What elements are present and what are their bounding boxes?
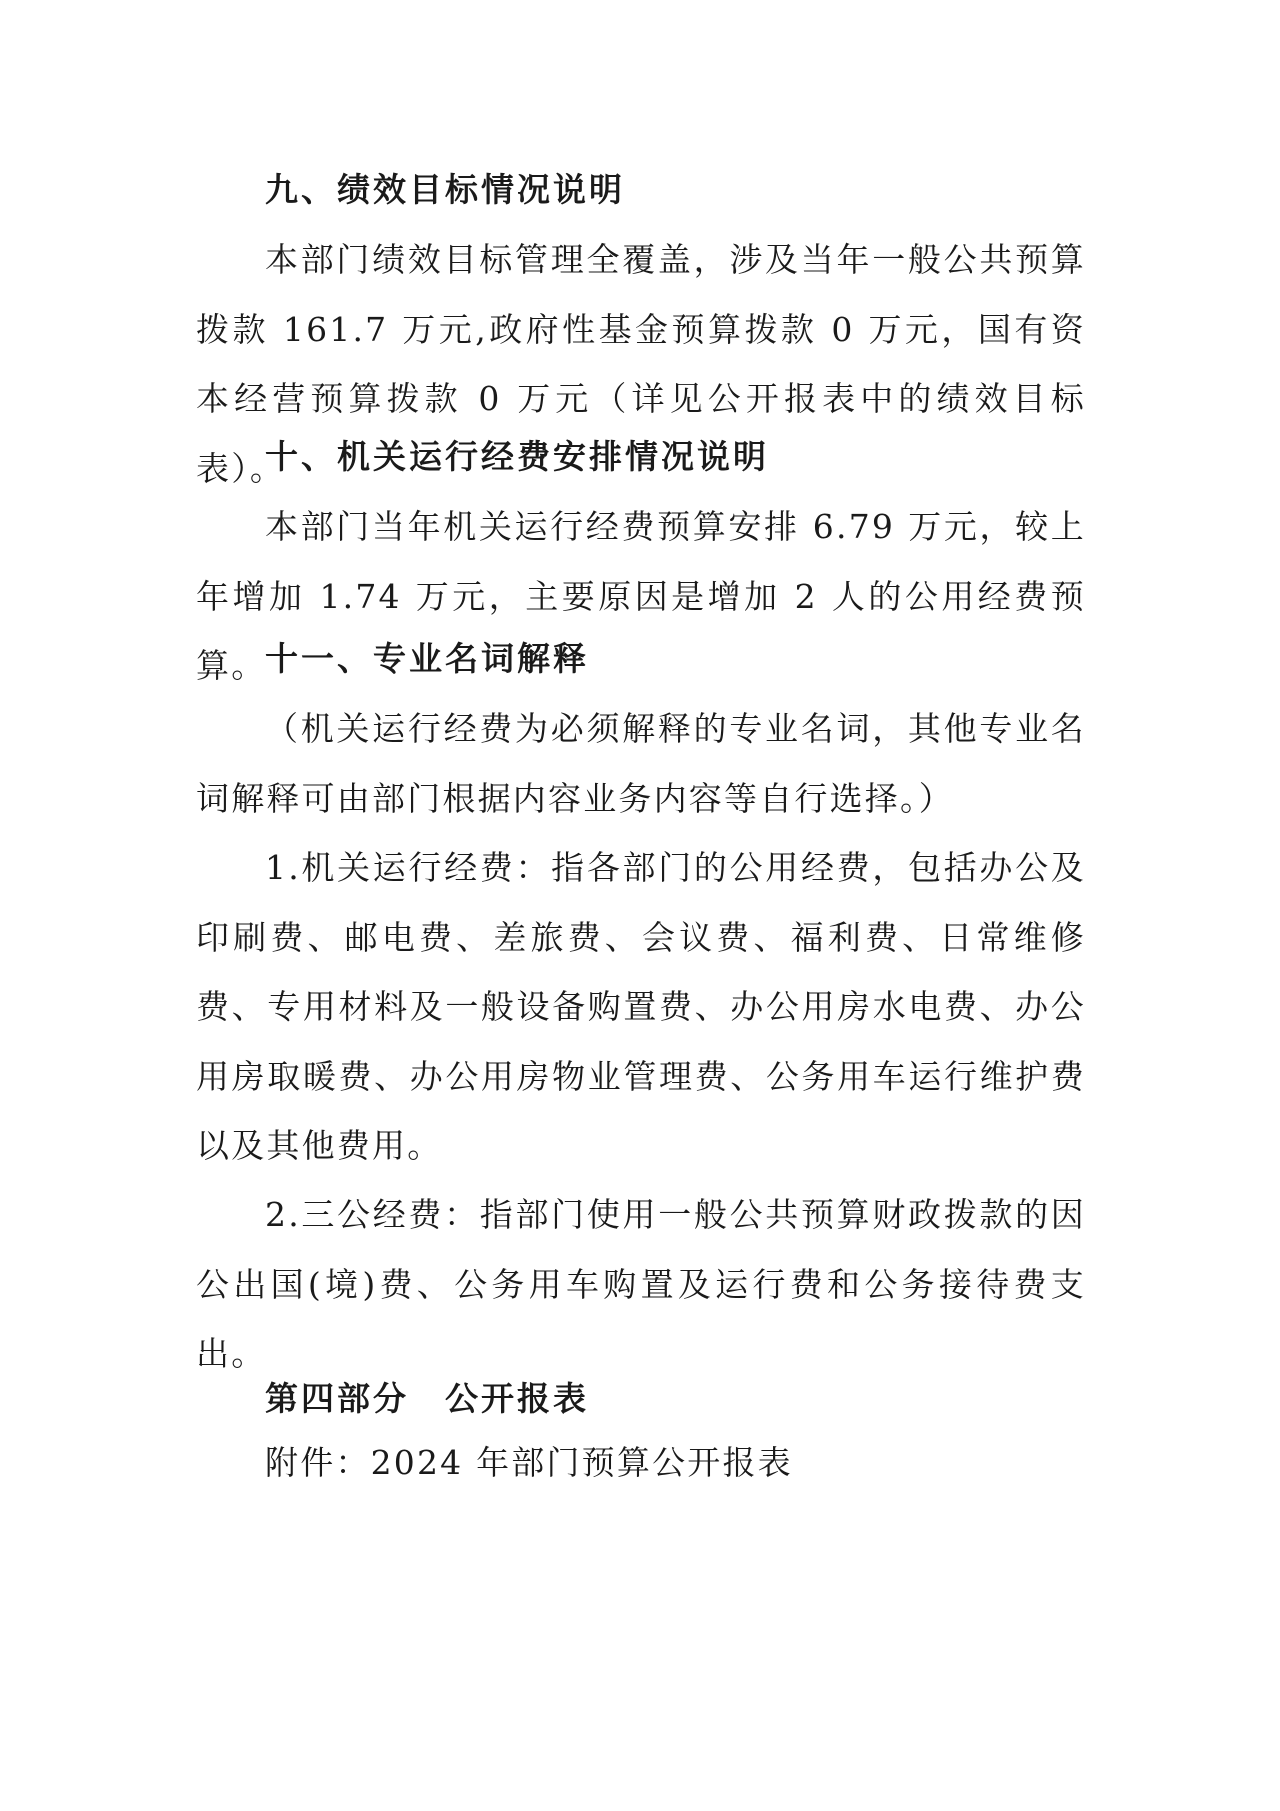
term-2-definition: 2.三公经费：指部门使用一般公共预算财政拨款的因公出国(境)费、公务用车购置及运行费和公务接待费支出。 [196,1195,1086,1373]
section-10-heading: 十、机关运行经费安排情况说明 [265,437,769,476]
section-10-body: 本部门当年机关运行经费预算安排 6.79 万元，较上年增加 1.74 万元，主要原因是增加 2 人的公用经费预算。 [196,507,1086,685]
section-9-body: 本部门绩效目标管理全覆盖，涉及当年一般公共预算拨款 161.7 万元,政府性基金预算拨款 0 万元，国有资本经营预算拨款 0 万元（详见公开报表中的绩效目标表）。 [196,240,1086,488]
section-11-heading: 十一、专业名词解释 [265,639,589,678]
part-4-heading: 第四部分 公开报表 [265,1379,589,1418]
attachment-line: 附件：2024 年部门预算公开报表 [265,1443,793,1482]
term-1-definition: 1.机关运行经费：指各部门的公用经费，包括办公及印刷费、邮电费、差旅费、会议费、福利费、日常维修费、专用材料及一般设备购置费、办公用房水电费、办公用房取暖费、办公用房物业管理费、公务用车运行维护费以及其他费用。 [196,848,1086,1165]
section-9-heading: 九、绩效目标情况说明 [265,170,625,209]
section-11-note: （机关运行经费为必须解释的专业名词，其他专业名词解释可由部门根据内容业务内容等自行选择。） [196,709,1086,818]
